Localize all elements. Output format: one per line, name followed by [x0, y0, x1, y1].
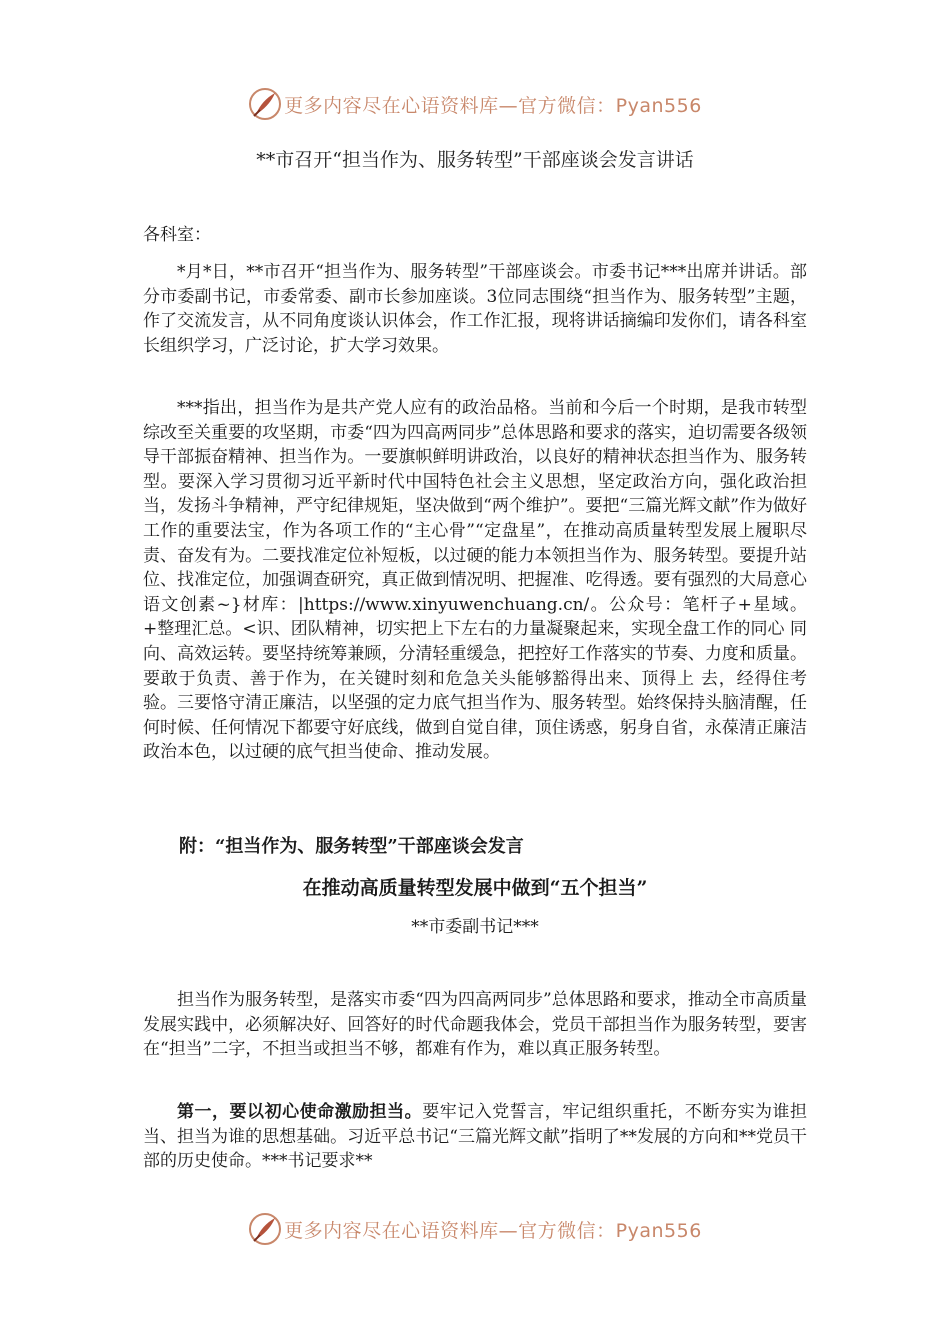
speech-title: 在推动高质量转型发展中做到“五个担当”: [302, 877, 648, 899]
quill-logo-icon: [248, 1212, 282, 1246]
attachment-heading: 附：“担当作为、服务转型”干部座谈会发言: [179, 836, 524, 857]
quill-logo-icon: [248, 87, 282, 121]
header-banner: [0, 84, 950, 124]
document-title: **市召开“担当作为、服务转型”干部座谈会发言讲话: [256, 149, 694, 171]
paragraph: *月*日，**市召开“担当作为、服务转型”干部座谈会。市委书记***出席并讲话。部分市委副书记，市委常委、副市长参加座谈。3位同志围绕“担当作为、服务转型”主题，作了交流发言，从不同角度谈认识体会，作工作汇报，现将讲话摘编印发你们，请各科室长组织学习，广泛讨论，扩大学习效果。: [143, 262, 807, 356]
banner-text: 更多内容尽在心语资料库—官方微信：Pyan556: [284, 1219, 702, 1242]
paragraph: [143, 1100, 807, 1174]
speech-author: **市委副书记***: [411, 917, 539, 937]
paragraph-lead: 第一，要以初心使命激励担当。: [177, 1102, 423, 1122]
salutation: 各科室：: [143, 225, 211, 245]
banner-text: 更多内容尽在心语资料库—官方微信：Pyan556: [284, 94, 702, 117]
paragraph-text: 要牢记入党誓言，牢记组织重托，不断夯实为谁担当、担当为谁的思想基础。习近平总书记“三篇光辉文献”指明了**发展的方向和**党员干部的历史使命。***书记要求**: [143, 1102, 808, 1172]
footer-banner: [0, 1209, 950, 1249]
paragraph: ***指出，担当作为是共产党人应有的政治品格。当前和今后一个时期，是我市转型综改至关重要的攻坚期，市委“四为四高两同步”总体思路和要求的落实，迫切需要各级领导干部振奋精神、担当作为。一要旗帜鲜明讲政治，以良好的精神状态担当作为、服务转型。要深入学习贯彻习近平新时代中国特色社会主义思想，坚定政治方向，强化政治担当，发扬斗争精神，严守纪律规矩，坚决做到“两个维护”。要把“三篇光辉文献”作为做好工作的重要法宝，作为各项工作的“主心骨”“定盘星”，在推动高质量转型发展上履职尽责、奋发有为。二要找准定位补短板，以过硬的能力本领担当作为、服务转型。要提升站位、找准定位，加强调查研究，真正做到情况明、把握准、吃得透。要有强烈的大局意心语文创素~}材库：|https://www.xinyuwenchuang.cn/。公众号：笔杆子+星域。+整理汇总。<识、团队精神，切实把上下左右的力量凝聚起来，实现全盘工作的同心 同向、高效运转。要坚持统筹兼顾，分清轻重缓急，把控好工作落实的节奏、力度和质量。要敢于负责、善于作为，在关键时刻和危急关头能够豁得出来、顶得上 去，经得住考验。三要恪守清正廉洁，以坚强的定力底气担当作为、服务转型。始终保持头脑清醒，任何时候、任何情况下都要守好底线，做到自觉自律，顶住诱惑，躬身自省，永葆清正廉洁政治本色，以过硬的底气担当使命、推动发展。: [143, 398, 807, 763]
paragraph: 担当作为服务转型，是落实市委“四为四高两同步”总体思路和要求，推动全市高质量发展实践中，必须解决好、回答好的时代命题我体会，党员干部担当作为服务转型，要害在“担当”二字，不担当或担当不够，都难有作为，难以真正服务转型。: [143, 990, 807, 1060]
